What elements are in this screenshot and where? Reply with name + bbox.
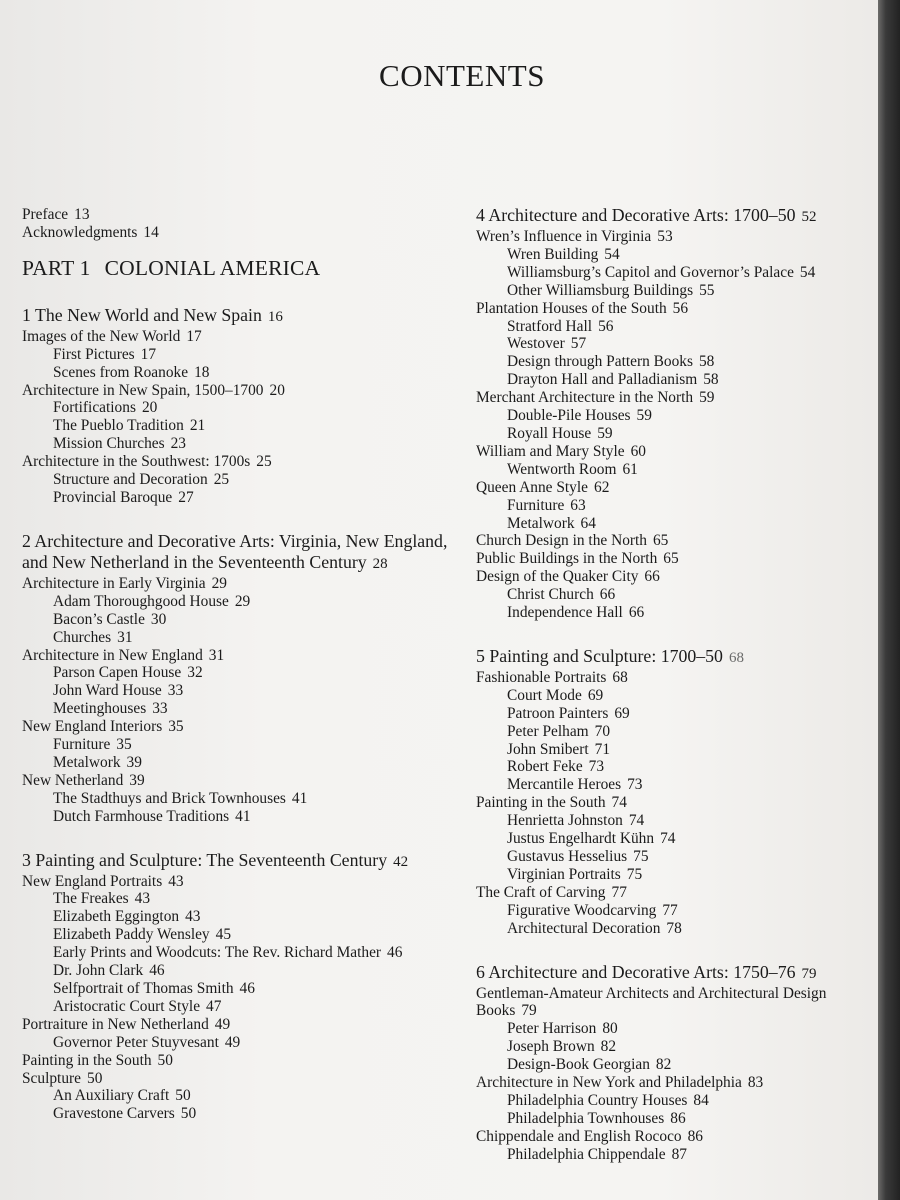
entry-label: Fashionable Portraits: [476, 668, 607, 686]
entry-page-number: 56: [672, 299, 689, 317]
toc-subentry: [22, 998, 452, 1016]
entry-label: Independence Hall: [507, 604, 623, 622]
toc-subentry: [22, 700, 452, 718]
entry-label: Architecture in New Spain, 1500–1700: [22, 381, 264, 399]
chapter-block: [22, 305, 452, 507]
entry-label: Double-Pile Houses: [507, 407, 631, 425]
entry-page-number: 64: [580, 514, 596, 532]
toc-subentry: [476, 741, 856, 759]
entry-label: The Craft of Carving: [476, 883, 606, 901]
toc-subentry: [22, 346, 452, 364]
entry-page-number: 74: [660, 830, 676, 848]
toc-subentry: [22, 944, 452, 962]
entry-label: Justus Engelhardt Kühn: [507, 830, 655, 848]
entry-label: Churches: [53, 628, 112, 646]
toc-subentry: [476, 866, 856, 884]
chapter-page-number: 52: [801, 209, 817, 225]
toc-subentry: [22, 364, 452, 382]
entry-page-number: 77: [611, 883, 627, 901]
entry-page-number: 65: [652, 532, 669, 550]
entry-label: Church Design in the North: [476, 532, 647, 550]
toc-entry: [22, 382, 452, 400]
front-matter: [22, 206, 452, 242]
toc-entry: [476, 985, 856, 1021]
entry-page-number: 45: [215, 926, 232, 944]
entry-label: Wren Building: [507, 245, 599, 263]
toc-subentry: [476, 282, 856, 300]
chapter-page-number: 28: [372, 555, 388, 572]
entry-label: Metalwork: [507, 514, 575, 532]
chapter-title: 6 Architecture and Decorative Arts: 1750–76: [476, 961, 796, 982]
toc-entry: [476, 532, 856, 550]
entry-page-number: 46: [387, 944, 403, 962]
entry-page-number: 21: [189, 417, 206, 435]
toc-subentry: [22, 399, 452, 417]
toc-subentry: [476, 920, 856, 938]
entry-label: Adam Thoroughgood House: [53, 592, 229, 610]
entry-label: Early Prints and Woodcuts: The Rev. Richard Mather: [53, 944, 382, 962]
entry-page-number: 62: [594, 478, 610, 496]
entry-label: Peter Harrison: [507, 1020, 597, 1038]
toc-entry: [476, 568, 856, 586]
entry-page-number: 68: [612, 668, 628, 686]
entry-page-number: 63: [570, 496, 586, 514]
entry-label: Sculpture: [22, 1069, 81, 1087]
chapter-block: [22, 850, 452, 1124]
entry-page-number: 39: [126, 753, 142, 771]
toc-entry: [22, 328, 452, 346]
entry-label: Scenes from Roanoke: [53, 363, 189, 381]
entry-page-number: 25: [213, 471, 230, 489]
entry-page-number: 65: [663, 550, 679, 568]
toc-entry: Preface 13: [22, 206, 90, 223]
entry-label: Aristocratic Court Style: [53, 997, 201, 1015]
toc-subentry: [476, 586, 856, 604]
entry-page-number: 59: [699, 389, 715, 407]
entry-page-number: 30: [150, 610, 167, 628]
toc-subentry: [476, 776, 856, 794]
entry-label: Court Mode: [507, 686, 582, 704]
entry-page-number: 73: [588, 758, 605, 776]
toc-subentry: [22, 471, 452, 489]
toc-subentry: [476, 461, 856, 479]
toc-left-column: [22, 206, 452, 1123]
toc-subentry: [476, 705, 856, 723]
entry-label: Structure and Decoration: [53, 471, 208, 489]
entry-label: Furniture: [507, 496, 565, 514]
chapter-page-number: 42: [393, 853, 409, 870]
entry-page-number: 75: [633, 848, 649, 865]
entry-page-number: 60: [630, 442, 646, 460]
entry-page-number: 59: [597, 424, 613, 442]
entry-page-number: 74: [628, 812, 645, 830]
entry-label: Parson Capen House: [53, 664, 182, 682]
entry-page-number: 69: [587, 686, 604, 704]
entry-page-number: 73: [627, 776, 643, 794]
entry-page-number: 49: [224, 1033, 241, 1051]
entry-label: Joseph Brown: [507, 1038, 595, 1056]
toc-subentry: [22, 1105, 452, 1123]
entry-label: Williamsburg’s Capitol and Governor’s Palace: [507, 263, 794, 281]
toc-entry: [476, 1074, 856, 1092]
toc-subentry: [476, 1092, 856, 1110]
entry-page-number: 20: [141, 399, 158, 417]
toc-subentry: [476, 515, 856, 533]
entry-page-number: 41: [291, 789, 308, 807]
chapter-page-number: 16: [267, 308, 283, 325]
toc-subentry: [476, 318, 856, 336]
entry-page-number: 84: [693, 1091, 709, 1109]
toc-subentry: [476, 687, 856, 705]
entry-page-number: 69: [614, 704, 630, 722]
entry-page-number: 86: [687, 1127, 703, 1145]
entry-label: New England Portraits: [22, 872, 163, 890]
toc-subentry: [476, 812, 856, 830]
toc-subentry: [22, 962, 452, 980]
entry-label: Robert Feke: [507, 758, 583, 776]
toc-subentry: [22, 435, 452, 453]
chapter-page-number: 79: [801, 965, 817, 982]
entry-label: Wentworth Room: [507, 460, 617, 478]
entry-label: Metalwork: [53, 753, 121, 771]
toc-subentry: [476, 902, 856, 920]
chapter-title: 2 Architecture and Decorative Arts: Virginia, New England, and New Netherland in the Seventeenth Century: [22, 530, 448, 572]
toc-right-column: [476, 205, 856, 1164]
chapter-block: [476, 646, 856, 938]
chapter-block: [476, 962, 856, 1164]
chapter-block: [22, 531, 452, 826]
entry-page-number: 17: [186, 327, 202, 345]
entry-page-number: 82: [655, 1056, 672, 1074]
toc-entry: [22, 772, 452, 790]
chapter-block: [476, 205, 856, 622]
toc-subentry: [22, 754, 452, 772]
entry-page-number: 29: [234, 592, 251, 610]
entry-label: Patroon Painters: [507, 704, 609, 722]
toc-entry: [476, 300, 856, 318]
entry-label: Chippendale and English Rococo: [476, 1127, 682, 1145]
toc-subentry: [22, 664, 452, 682]
entry-page-number: 50: [175, 1087, 191, 1105]
entry-page-number: 66: [599, 586, 616, 604]
entry-page-number: 33: [152, 700, 168, 718]
entry-label: Other Williamsburg Buildings: [507, 281, 694, 299]
toc-subentry: [476, 407, 856, 425]
chapter-heading: [476, 646, 856, 669]
entry-label: Dr. John Clark: [53, 962, 144, 980]
chapter-heading: [22, 305, 452, 328]
chapter-title: 3 Painting and Sculpture: The Seventeenth Century: [22, 849, 388, 870]
entry-page-number: 74: [611, 794, 627, 812]
toc-subentry: [22, 593, 452, 611]
toc-entry: [476, 479, 856, 497]
entry-page-number: 43: [168, 872, 184, 890]
toc-entry: [22, 1052, 452, 1070]
entry-label: Design through Pattern Books: [507, 353, 693, 371]
entry-label: The Freakes: [53, 890, 129, 908]
entry-label: Gustavus Hesselius: [507, 848, 628, 865]
toc-subentry: [476, 723, 856, 741]
toc-subentry: [22, 1087, 452, 1105]
entry-page-number: 54: [604, 245, 620, 263]
toc-entry: [476, 443, 856, 461]
toc-entry: [22, 1070, 452, 1088]
entry-page-number: 17: [140, 345, 157, 363]
entry-page-number: 50: [180, 1105, 197, 1123]
toc-subentry: [22, 611, 452, 629]
toc-subentry: [476, 848, 856, 866]
entry-page-number: 23: [170, 435, 186, 453]
entry-page-number: 49: [214, 1015, 231, 1033]
entry-page-number: 80: [602, 1020, 618, 1038]
toc-entry: [476, 389, 856, 407]
entry-page-number: 75: [626, 865, 643, 883]
entry-page-number: 43: [185, 908, 201, 926]
chapter-heading: [22, 531, 452, 575]
entry-label: The Pueblo Tradition: [53, 417, 184, 435]
toc-subentry: [22, 417, 452, 435]
entry-label: Plantation Houses of the South: [476, 299, 667, 317]
entry-label: Selfportrait of Thomas Smith: [53, 980, 234, 997]
entry-page-number: 46: [239, 980, 255, 997]
entry-page-number: 32: [187, 664, 203, 682]
toc-entry: Acknowledgments 14: [22, 223, 159, 241]
chapter-title: 1 The New World and New Spain: [22, 304, 262, 325]
entry-page-number: 39: [129, 771, 145, 789]
entry-label: Philadelphia Townhouses: [507, 1109, 665, 1127]
entry-label: Philadelphia Country Houses: [507, 1091, 688, 1109]
entry-page-number: 71: [594, 740, 611, 758]
toc-entry: [22, 453, 452, 471]
entry-page-number: 35: [168, 718, 184, 736]
entry-label: Figurative Woodcarving: [507, 901, 657, 919]
toc-entry: [476, 228, 856, 246]
entry-page-number: 61: [622, 460, 638, 478]
toc-entry: [22, 647, 452, 665]
entry-label: Design-Book Georgian: [507, 1056, 650, 1074]
entry-label: Painting in the South: [476, 794, 606, 812]
entry-page-number: 86: [670, 1109, 686, 1127]
toc-entry: [22, 873, 452, 891]
entry-page-number: 47: [206, 997, 222, 1015]
toc-subentry: [22, 790, 452, 808]
entry-label: Queen Anne Style: [476, 478, 588, 496]
entry-page-number: 79: [521, 1002, 537, 1020]
entry-label: Dutch Farmhouse Traditions: [53, 807, 230, 825]
toc-subentry: [476, 1110, 856, 1128]
entry-page-number: 31: [117, 628, 133, 646]
entry-label: Fortifications: [53, 399, 136, 417]
entry-label: Meetinghouses: [53, 700, 147, 718]
toc-subentry: [476, 1020, 856, 1038]
entry-label: Peter Pelham: [507, 722, 589, 740]
entry-label: John Ward House: [53, 682, 162, 700]
entry-page-number: 83: [747, 1074, 764, 1092]
toc-entry: [22, 575, 452, 593]
entry-page-number: 25: [256, 453, 272, 471]
entry-page-number: 77: [662, 901, 678, 919]
entry-page-number: 66: [644, 568, 660, 586]
entry-label: Portraiture in New Netherland: [22, 1015, 209, 1033]
chapter-title: 5 Painting and Sculpture: 1700–50: [476, 645, 723, 666]
entry-page-number: 50: [87, 1069, 103, 1087]
entry-page-number: 20: [269, 381, 285, 399]
toc-entry: [476, 794, 856, 812]
entry-label: Royall House: [507, 424, 592, 442]
toc-subentry: [22, 1034, 452, 1052]
chapter-heading: [22, 850, 452, 873]
entry-label: Architecture in Early Virginia: [22, 574, 206, 592]
entry-label: First Pictures: [53, 345, 135, 363]
toc-subentry: [476, 604, 856, 622]
toc-subentry: [22, 736, 452, 754]
toc-subentry: [476, 335, 856, 353]
toc-subentry: [22, 629, 452, 647]
entry-page-number: 29: [211, 574, 227, 592]
entry-label: Architecture in the Southwest: 1700s: [22, 453, 251, 471]
entry-label: Gentleman-Amateur Architects and Architectural Design Books: [476, 984, 827, 1020]
part-heading: PART 1 COLONIAL AMERICA: [22, 255, 321, 280]
toc-subentry: [476, 497, 856, 515]
entry-label: William and Mary Style: [476, 442, 625, 460]
entry-page-number: 46: [149, 962, 165, 980]
entry-label: Governor Peter Stuyvesant: [53, 1033, 219, 1051]
toc-subentry: [22, 908, 452, 926]
entry-label: Merchant Architecture in the North: [476, 389, 694, 407]
entry-label: Elizabeth Eggington: [53, 908, 180, 926]
entry-label: Architectural Decoration: [507, 919, 661, 937]
toc-subentry: [476, 353, 856, 371]
entry-label: Mission Churches: [53, 435, 165, 453]
toc-entry: [476, 669, 856, 687]
entry-label: The Stadthuys and Brick Townhouses: [53, 789, 286, 807]
entry-label: Philadelphia Chippendale: [507, 1145, 666, 1163]
entry-label: Elizabeth Paddy Wensley: [53, 926, 210, 944]
toc-subentry: [476, 1146, 856, 1164]
book-spine: [878, 0, 900, 1200]
toc-entry: [22, 718, 452, 736]
entry-label: Gravestone Carvers: [53, 1105, 175, 1123]
toc-subentry: [476, 830, 856, 848]
entry-page-number: 87: [671, 1145, 687, 1163]
entry-label: Wren’s Influence in Virginia: [476, 228, 652, 245]
entry-page-number: 41: [235, 807, 251, 825]
toc-subentry: [22, 926, 452, 944]
entry-page-number: 33: [167, 682, 184, 700]
entry-label: Design of the Quaker City: [476, 568, 639, 586]
entry-label: Provincial Baroque: [53, 488, 173, 506]
toc-subentry: [476, 1038, 856, 1056]
entry-page-number: 53: [657, 228, 673, 245]
entry-page-number: 54: [799, 263, 816, 281]
entry-page-number: 43: [134, 890, 151, 908]
entry-label: New Netherland: [22, 771, 124, 789]
entry-label: Architecture in New England: [22, 646, 203, 664]
entry-label: Furniture: [53, 736, 111, 754]
toc-subentry: [22, 682, 452, 700]
toc-subentry: [476, 264, 856, 282]
entry-label: Bacon’s Castle: [53, 610, 145, 628]
entry-label: Drayton Hall and Palladianism: [507, 371, 698, 389]
chapter-page-number: 68: [728, 649, 744, 666]
entry-page-number: 58: [703, 371, 719, 389]
entry-label: An Auxiliary Craft: [53, 1087, 170, 1105]
toc-subentry: [22, 980, 452, 998]
entry-page-number: 66: [628, 604, 645, 622]
entry-page-number: 58: [698, 353, 715, 371]
entry-label: Christ Church: [507, 586, 594, 604]
entry-page-number: 82: [600, 1038, 617, 1056]
entry-label: New England Interiors: [22, 718, 163, 736]
entry-page-number: 50: [157, 1051, 173, 1069]
chapter-heading: [476, 205, 856, 228]
toc-entry: [476, 1128, 856, 1146]
entry-label: Henrietta Johnston: [507, 812, 623, 830]
toc-subentry: [22, 890, 452, 908]
entry-page-number: 31: [208, 646, 225, 664]
chapter-title: 4 Architecture and Decorative Arts: 1700–50: [476, 205, 796, 225]
entry-page-number: 57: [570, 335, 587, 353]
entry-page-number: 78: [666, 919, 682, 937]
entry-label: John Smibert: [507, 740, 589, 758]
toc-subentry: [476, 758, 856, 776]
page-title: CONTENTS: [379, 58, 545, 93]
entry-page-number: 35: [116, 736, 132, 754]
toc-subentry: [22, 808, 452, 826]
toc-entry: [476, 550, 856, 568]
toc-subentry: [476, 246, 856, 264]
entry-page-number: 18: [194, 363, 210, 381]
entry-label: Architecture in New York and Philadelphia: [476, 1074, 742, 1092]
entry-label: Public Buildings in the North: [476, 550, 658, 568]
toc-subentry: [22, 489, 452, 507]
entry-label: Virginian Portraits: [507, 865, 621, 883]
entry-page-number: 55: [699, 281, 715, 299]
entry-label: Stratford Hall: [507, 317, 593, 335]
chapter-heading: [476, 962, 856, 985]
toc-subentry: [476, 425, 856, 443]
entry-page-number: 56: [598, 317, 614, 335]
toc-subentry: [476, 1056, 856, 1074]
entry-page-number: 59: [636, 407, 652, 425]
entry-page-number: 27: [178, 488, 194, 506]
toc-entry: [476, 884, 856, 902]
toc-subentry: [476, 371, 856, 389]
entry-label: Images of the New World: [22, 327, 181, 345]
entry-page-number: 70: [594, 722, 611, 740]
entry-label: Painting in the South: [22, 1051, 152, 1069]
entry-label: Westover: [507, 335, 565, 353]
toc-entry: [22, 1016, 452, 1034]
entry-label: Mercantile Heroes: [507, 776, 622, 794]
